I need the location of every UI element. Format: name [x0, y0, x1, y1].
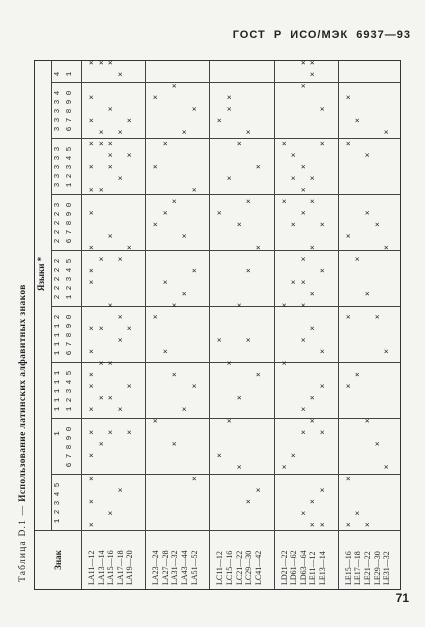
usage-mark: × [308, 71, 318, 77]
usage-mark: × [225, 418, 234, 424]
usage-mark: × [343, 383, 353, 389]
usage-mark: × [298, 187, 308, 193]
usage-mark: × [180, 406, 189, 412]
usage-mark: × [372, 314, 382, 320]
column-number-label: 1 1 1 1 1 1 2 3 4 5 [54, 370, 74, 412]
usage-mark: × [87, 210, 96, 216]
usage-mark: × [96, 187, 106, 193]
usage-mark: × [308, 60, 318, 65]
group-divider [338, 61, 339, 589]
usage-mark: × [151, 314, 161, 320]
usage-mark: × [170, 302, 180, 308]
usage-mark: × [298, 510, 308, 516]
usage-mark: × [115, 337, 125, 343]
usage-mark: × [298, 256, 308, 262]
row-group-codes: LA23—24 LA27—28 LA31—32 LA43—44 LA51—52 [151, 550, 199, 585]
column-number-label: 1 1 1 1 2 6 7 8 9 0 [54, 314, 74, 356]
usage-mark: × [363, 291, 372, 296]
usage-mark: × [115, 256, 125, 262]
usage-mark: × [308, 291, 318, 296]
usage-mark: × [363, 418, 372, 424]
row-group-codes: LC11—12 LC15—16 LC21—22 LC29—30 LC41—42 [215, 550, 263, 585]
usage-mark: × [87, 499, 96, 504]
usage-mark: × [234, 222, 244, 227]
usage-mark: × [343, 94, 353, 100]
usage-mark: × [318, 222, 327, 227]
usage-mark: × [225, 175, 234, 181]
usage-mark: × [96, 256, 106, 262]
usage-mark: × [87, 94, 96, 100]
usage-mark: × [125, 429, 135, 435]
usage-mark: × [215, 453, 225, 458]
usage-mark: × [87, 141, 96, 146]
usage-mark: × [234, 141, 244, 146]
column-divider [51, 474, 400, 475]
column-divider [51, 306, 400, 307]
usage-mark: × [353, 510, 363, 516]
usage-mark: × [318, 522, 327, 527]
usage-mark: × [106, 429, 116, 435]
usage-mark: × [170, 441, 180, 447]
usage-mark: × [87, 187, 96, 193]
usage-mark: × [289, 175, 299, 181]
usage-mark: × [308, 522, 318, 527]
usage-mark: × [125, 383, 135, 389]
usage-mark: × [151, 418, 161, 424]
usage-mark: × [87, 60, 96, 65]
group-divider [209, 61, 210, 589]
usage-mark: × [343, 476, 353, 481]
usage-mark: × [353, 256, 363, 262]
usage-mark: × [96, 395, 106, 400]
usage-mark: × [180, 129, 189, 135]
usage-mark: × [225, 106, 234, 112]
rotated-table-area [16, 60, 416, 590]
usage-mark: × [234, 464, 244, 470]
usage-mark: × [343, 233, 353, 239]
usage-mark: × [189, 268, 199, 273]
usage-mark: × [170, 83, 180, 89]
usage-mark: × [225, 360, 234, 366]
usage-mark: × [298, 164, 308, 169]
usage-mark: × [279, 464, 289, 470]
usage-mark: × [96, 129, 106, 135]
table-caption [18, 284, 32, 582]
usage-mark: × [106, 302, 116, 308]
column-number-label: 4 1 [54, 71, 74, 77]
usage-mark: × [96, 441, 106, 447]
usage-mark: × [279, 302, 289, 308]
usage-mark: × [308, 325, 318, 331]
usage-mark: × [106, 141, 116, 146]
usage-mark: × [298, 429, 308, 435]
usage-mark: × [353, 118, 363, 123]
column-number-label: 3 3 3 3 3 1 2 3 4 5 [54, 146, 74, 188]
usage-mark: × [125, 118, 135, 123]
usage-mark: × [151, 94, 161, 100]
usage-mark: × [343, 522, 353, 527]
usage-mark: × [308, 499, 318, 504]
column-number-label: 2 2 2 2 3 6 7 8 9 0 [54, 202, 74, 244]
usage-mark: × [96, 60, 106, 65]
usage-mark: × [253, 245, 263, 250]
usage-mark: × [298, 279, 308, 285]
usage-mark: × [363, 522, 372, 527]
usage-mark: × [234, 395, 244, 400]
usage-mark: × [87, 279, 96, 285]
page-header: ГОСТ Р ИСО/МЭК 6937—93 [232, 29, 411, 41]
usage-mark: × [125, 152, 135, 158]
usage-mark: × [189, 187, 199, 193]
usage-mark: × [189, 383, 199, 389]
usage-mark: × [180, 233, 189, 239]
usage-mark: × [106, 152, 116, 158]
usage-mark: × [298, 337, 308, 343]
languages-header: Языки * [36, 256, 46, 292]
usage-mark: × [318, 429, 327, 435]
usage-mark: × [244, 198, 254, 204]
usage-mark: × [289, 279, 299, 285]
column-number-label: 3 3 3 3 4 6 7 8 9 0 [54, 90, 74, 132]
usage-mark: × [160, 141, 170, 146]
usage-mark: × [298, 210, 308, 216]
page-number: 71 [395, 591, 409, 605]
column-divider [51, 250, 400, 251]
usage-mark: × [87, 372, 96, 377]
usage-mark: × [298, 83, 308, 89]
usage-mark: × [87, 383, 96, 389]
usage-mark: × [189, 106, 199, 112]
usage-mark: × [289, 222, 299, 227]
column-divider [51, 194, 400, 195]
usage-mark: × [253, 164, 263, 169]
usage-mark: × [115, 487, 125, 493]
usage-mark: × [279, 198, 289, 204]
usage-mark: × [372, 441, 382, 447]
usage-mark: × [244, 499, 254, 504]
usage-mark: × [353, 372, 363, 377]
usage-mark: × [170, 198, 180, 204]
usage-mark: × [244, 129, 254, 135]
group-divider [145, 61, 146, 589]
usage-mark: × [244, 268, 254, 273]
usage-mark: × [115, 71, 125, 77]
usage-mark: × [308, 175, 318, 181]
usage-mark: × [170, 372, 180, 377]
usage-mark: × [318, 141, 327, 146]
usage-mark: × [343, 141, 353, 146]
usage-mark: × [382, 129, 392, 135]
usage-mark: × [125, 245, 135, 250]
usage-mark: × [87, 522, 96, 527]
usage-mark: × [87, 245, 96, 250]
usage-mark: × [215, 210, 225, 216]
usage-mark: × [160, 279, 170, 285]
usage-mark: × [87, 118, 96, 123]
usage-mark: × [87, 453, 96, 458]
usage-mark: × [115, 175, 125, 181]
group-divider [274, 61, 275, 589]
caption-title: Использование латинских алфавитных знаков [18, 284, 28, 502]
usage-mark: × [115, 314, 125, 320]
usage-mark: × [253, 372, 263, 377]
usage-mark: × [106, 233, 116, 239]
usage-mark: × [160, 210, 170, 216]
usage-mark: × [279, 360, 289, 366]
usage-mark: × [253, 487, 263, 493]
usage-mark: × [106, 106, 116, 112]
usage-mark: × [318, 268, 327, 273]
usage-mark: × [87, 406, 96, 412]
usage-mark: × [382, 464, 392, 470]
row-group-codes: LD21—22 LD61—62 LD63—64 LE11—12 LE13—14 [279, 550, 327, 585]
usage-mark: × [215, 337, 225, 343]
usage-mark: × [318, 487, 327, 493]
usage-mark: × [318, 106, 327, 112]
usage-mark: × [308, 198, 318, 204]
usage-mark: × [180, 291, 189, 296]
usage-mark: × [96, 360, 106, 366]
usage-mark: × [96, 325, 106, 331]
usage-mark: × [318, 349, 327, 354]
usage-mark: × [382, 349, 392, 354]
row-group-codes: LA11—12 LA13—14 LA15—16 LA17—18 LA19—20 [87, 550, 135, 585]
usage-mark: × [106, 60, 116, 65]
usage-mark: × [87, 164, 96, 169]
column-number-label: 1 2 3 4 5 [54, 482, 62, 524]
latin-usage-table [34, 60, 401, 590]
usage-mark: × [318, 383, 327, 389]
usage-mark: × [106, 360, 116, 366]
usage-mark: × [87, 325, 96, 331]
usage-mark: × [151, 164, 161, 169]
usage-mark: × [289, 453, 299, 458]
usage-mark: × [234, 302, 244, 308]
usage-mark: × [87, 429, 96, 435]
usage-mark: × [106, 395, 116, 400]
usage-mark: × [298, 406, 308, 412]
usage-mark: × [115, 129, 125, 135]
usage-mark: × [87, 268, 96, 273]
usage-mark: × [151, 222, 161, 227]
usage-mark: × [343, 314, 353, 320]
usage-mark: × [244, 337, 254, 343]
usage-mark: × [87, 476, 96, 481]
row-group-codes: LE15—16 LE17—18 LE21—22 LE29—30 LE31—32 [343, 551, 392, 585]
usage-mark: × [308, 395, 318, 400]
usage-mark: × [96, 141, 106, 146]
usage-mark: × [363, 152, 372, 158]
usage-mark: × [289, 152, 299, 158]
header-rule [81, 61, 82, 589]
usage-mark: × [225, 94, 234, 100]
column-number-label: 2 2 2 2 2 1 2 3 4 5 [54, 258, 74, 300]
usage-mark: × [215, 118, 225, 123]
usage-mark: × [298, 60, 308, 65]
usage-mark: × [106, 510, 116, 516]
caption-lead: Таблица D.1 — [18, 504, 28, 582]
usage-mark: × [189, 476, 199, 481]
usage-mark: × [298, 302, 308, 308]
usage-mark: × [372, 222, 382, 227]
column-divider [51, 138, 400, 139]
usage-mark: × [279, 141, 289, 146]
usage-mark: × [160, 349, 170, 354]
usage-mark: × [308, 245, 318, 250]
usage-mark: × [87, 349, 96, 354]
usage-mark: × [382, 245, 392, 250]
column-number-label: 1 6 7 8 9 0 [54, 426, 74, 468]
usage-mark: × [363, 210, 372, 216]
usage-mark: × [106, 164, 116, 169]
column-divider [51, 82, 400, 83]
usage-mark: × [115, 406, 125, 412]
sign-column-header: Знак [53, 550, 63, 570]
usage-mark: × [125, 325, 135, 331]
usage-mark: × [308, 418, 318, 424]
